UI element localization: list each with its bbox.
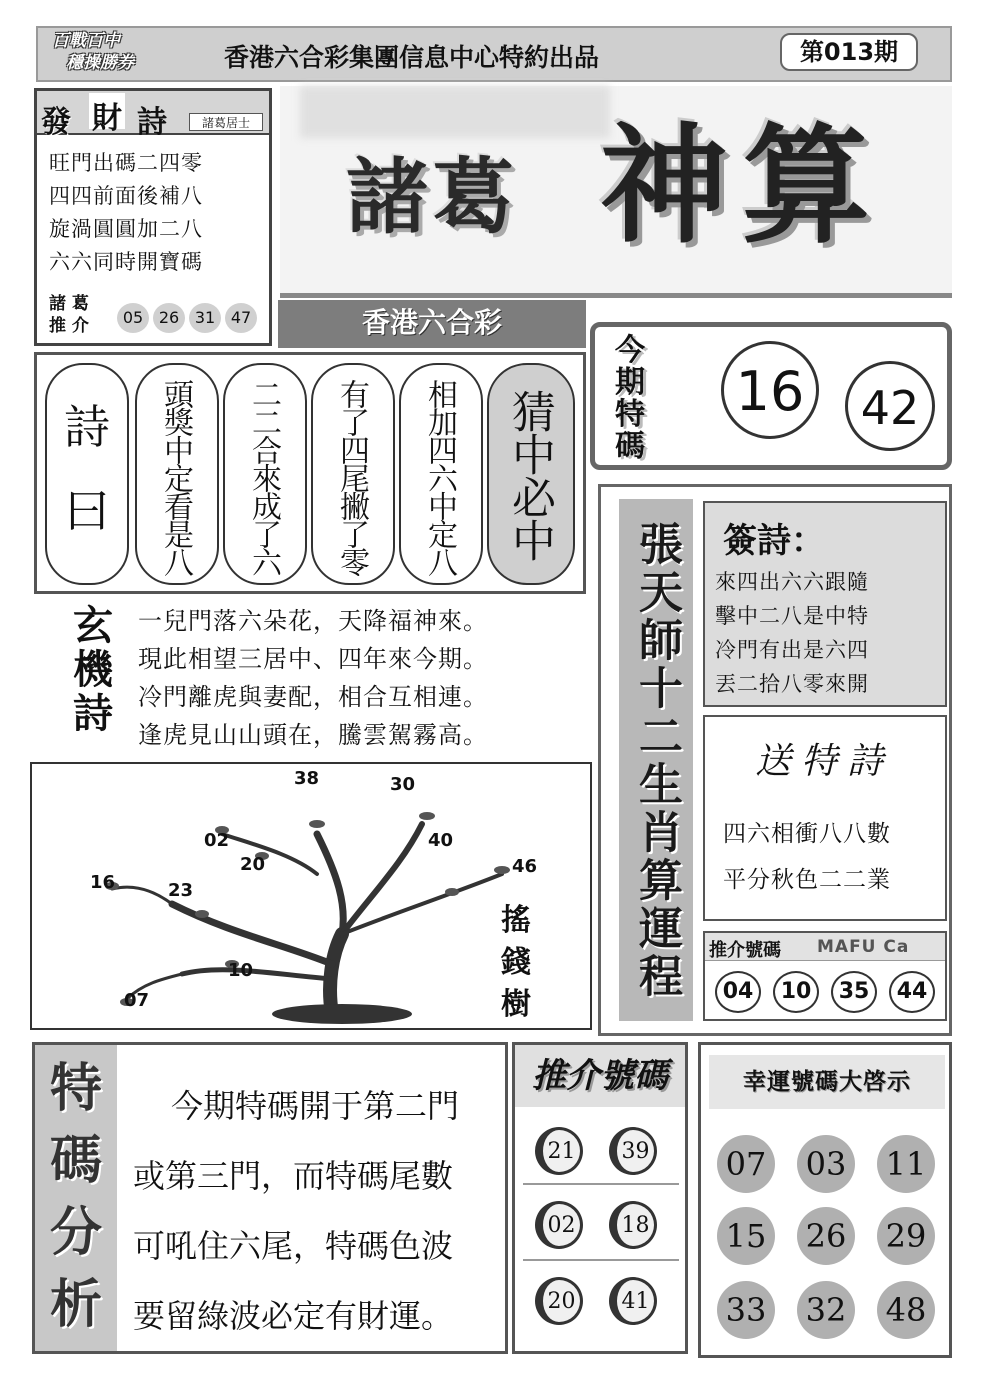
- poem-line: 冷門離虎與妻配，相合互相連。: [138, 683, 488, 711]
- zhuge-recommend-label: [49, 293, 119, 337]
- poem-line: 一兒門落六朵花，天降福神來。: [138, 607, 488, 635]
- poem-column: 頭獎中定看是八: [135, 363, 219, 585]
- tree-number: 20: [240, 854, 266, 875]
- poem-line: 旺門出碼二四零: [49, 151, 203, 175]
- recommend-ball: 35: [831, 971, 877, 1013]
- grid-number-ball: 20: [535, 1277, 583, 1325]
- qian-poem-title: 簽詩：: [723, 521, 825, 561]
- today-special-box: [590, 322, 952, 470]
- poem-line: 平分秋色二二業: [723, 867, 891, 893]
- caption-char: 搖: [501, 903, 531, 938]
- poem-line: 旋渦圓圓加二八: [49, 217, 203, 241]
- analysis-line: 可吼住六尾，特碼色波: [133, 1227, 454, 1265]
- tree-number: 40: [428, 830, 454, 851]
- tree-number: 38: [294, 768, 320, 789]
- song-te-title: 送特詩: [755, 741, 894, 782]
- facai-poem-lines: [49, 147, 265, 279]
- lucky-number-ball: 26: [797, 1207, 855, 1265]
- facai-title-char: 發: [41, 105, 71, 140]
- tree-number: 02: [204, 830, 230, 851]
- poem-line: 現此相望三居中、四年來今期。: [138, 645, 488, 673]
- recommend-ball: 04: [715, 971, 761, 1013]
- tree-number: 10: [228, 960, 254, 981]
- zodiac-panel: [598, 484, 952, 1036]
- label-char: 分: [49, 1203, 102, 1263]
- number-ball: 47: [225, 303, 257, 333]
- lucky-number-ball: 15: [717, 1207, 775, 1265]
- lucky-number-ball: 48: [877, 1281, 935, 1339]
- shi-yue-pill: [45, 363, 129, 585]
- lucky-number-ball: 07: [717, 1135, 775, 1193]
- grid-number-ball: 41: [609, 1277, 657, 1325]
- tree-number: 16: [90, 872, 116, 893]
- xuanji-poem-lines: [138, 602, 588, 754]
- label-char: 機: [73, 647, 113, 693]
- qian-poem-lines: [715, 565, 945, 701]
- recommend-ball: 44: [889, 971, 935, 1013]
- recommend-row-label: 推介號碼: [709, 940, 781, 961]
- recommend-grid-title: 推介號碼: [515, 1045, 685, 1107]
- poem-line: 來四出六六跟隨: [715, 570, 869, 594]
- lucky-number-ball: 11: [877, 1135, 935, 1193]
- poem-line: 丟二拾八零來開: [715, 672, 869, 696]
- poem-line: 逢虎見山山頭在，騰雲駕霧高。: [138, 721, 488, 749]
- recommend-label-line: 推 介: [49, 316, 89, 336]
- main-title-part1: 諸葛: [346, 150, 519, 245]
- song-te-lines: [723, 811, 943, 903]
- poem-line: 四六相衝八八數: [723, 821, 891, 847]
- label-char: 詩: [73, 691, 113, 737]
- analysis-label: [35, 1045, 117, 1351]
- issue-number: 第013期: [780, 33, 918, 71]
- label-char: 今: [615, 333, 645, 368]
- caption-char: 錢: [501, 945, 531, 980]
- analysis-line: 今期特碼開于第二門: [171, 1087, 460, 1125]
- title-shadow: [300, 86, 610, 138]
- zhang-tianshi-text: 張天師十二生肖算運程: [631, 521, 682, 1001]
- poem-line: 六六同時開寶碼: [49, 250, 203, 274]
- poem-column: 相加四六中定八: [399, 363, 483, 585]
- label-char: 特: [615, 397, 645, 432]
- yue-char: 曰: [64, 484, 110, 538]
- label-char: 玄: [73, 603, 113, 649]
- poem-line: 擊中二八是中特: [715, 604, 869, 628]
- facai-poem-box: [34, 88, 272, 346]
- slogan-line-1: 百戰百中: [52, 31, 120, 51]
- guess-hit-pill: 猜中必中: [487, 363, 575, 585]
- recommend-row-header: [705, 933, 945, 961]
- recommend-ball: 10: [773, 971, 819, 1013]
- xuanji-label: [66, 604, 120, 736]
- lucky-number-ball: 29: [877, 1207, 935, 1265]
- recommend-row-tag: MAFU Ca: [817, 937, 910, 957]
- shi-char: 詩: [64, 400, 110, 454]
- header-title: 香港六合彩集團信息中心特約出品: [224, 43, 600, 72]
- grid-number-ball: 21: [535, 1127, 583, 1175]
- money-tree-box: [30, 762, 592, 1030]
- today-special-label: [615, 335, 695, 463]
- grid-row-divider: [523, 1183, 679, 1185]
- facai-title-char: 詩: [137, 105, 167, 140]
- analysis-line: 或第三門，而特碼尾數: [133, 1157, 454, 1195]
- lucky-box: [698, 1042, 952, 1358]
- poem-columns-box: [34, 352, 586, 594]
- recommend-grid-box: [512, 1042, 688, 1354]
- label-char: 碼: [49, 1131, 102, 1191]
- money-tree-caption: [486, 900, 546, 1026]
- poem-line: 四四前面後補八: [49, 184, 203, 208]
- number-ball: 05: [117, 303, 149, 333]
- analysis-box: [32, 1042, 508, 1354]
- special-number-ball: 16: [721, 341, 819, 439]
- grid-row-divider: [523, 1259, 679, 1261]
- lucky-number-ball: 03: [797, 1135, 855, 1193]
- analysis-line: 要留綠波必定有財運。: [133, 1297, 454, 1335]
- lucky-number-ball: 33: [717, 1281, 775, 1339]
- grid-number-ball: 39: [609, 1127, 657, 1175]
- main-title-banner: [280, 86, 952, 298]
- tree-number: 30: [390, 774, 416, 795]
- poem-column: 二二合來成了六: [223, 363, 307, 585]
- number-ball: 31: [189, 303, 221, 333]
- slogan-line-2: 穩操勝券: [66, 53, 134, 73]
- lucky-title: 幸運號碼大啓示: [709, 1055, 945, 1109]
- caption-char: 樹: [501, 987, 531, 1022]
- author-tag: 諸葛居士: [189, 113, 263, 131]
- label-char: 期: [615, 365, 645, 400]
- tree-number: 46: [512, 856, 538, 877]
- lottery-label: 香港六合彩: [278, 300, 586, 348]
- qian-poem-box: [703, 501, 947, 707]
- poem-column: 有了四尾撇了零: [311, 363, 395, 585]
- slogan: [52, 30, 182, 78]
- grid-number-ball: 02: [535, 1201, 583, 1249]
- number-ball: 26: [153, 303, 185, 333]
- grid-number-ball: 18: [609, 1201, 657, 1249]
- main-title-part2: 神算: [600, 111, 885, 261]
- poem-line: 冷門有出是六四: [715, 638, 869, 662]
- label-char: 特: [49, 1059, 102, 1119]
- facai-title-bar: [37, 91, 269, 140]
- facai-title-char: 財: [89, 93, 125, 129]
- label-char: 碼: [615, 429, 645, 464]
- special-number-ball: 42: [845, 361, 935, 451]
- top-header-bar: [36, 26, 952, 82]
- tree-number: 07: [124, 990, 150, 1011]
- analysis-text: [133, 1071, 503, 1351]
- recommend-row: [703, 931, 947, 1021]
- song-te-poem-box: [703, 715, 947, 921]
- recommend-label-line: 諸 葛: [49, 294, 89, 314]
- tree-number: 23: [168, 880, 194, 901]
- label-char: 析: [49, 1275, 102, 1335]
- lucky-number-ball: 32: [797, 1281, 855, 1339]
